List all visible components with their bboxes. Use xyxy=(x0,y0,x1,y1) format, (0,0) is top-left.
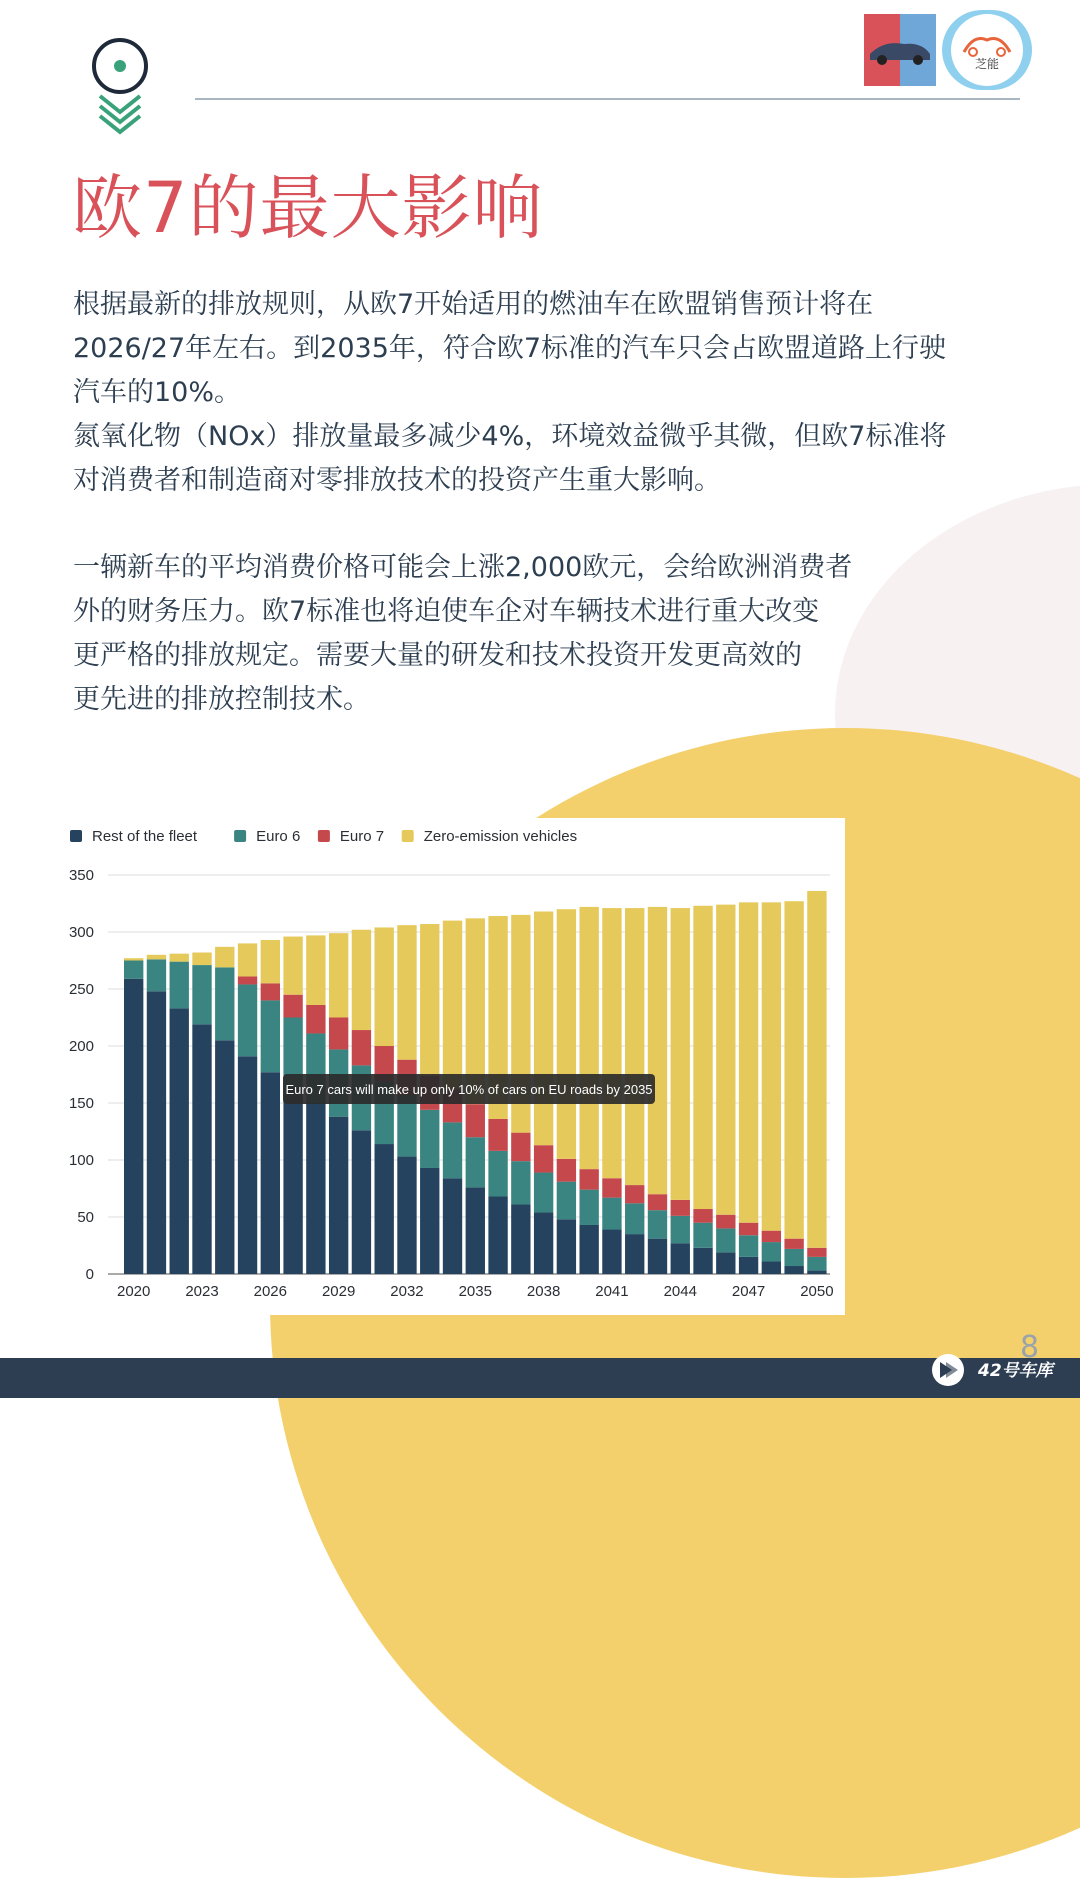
bar-segment xyxy=(648,907,667,1194)
body-paragraph-2 xyxy=(73,546,903,726)
legend-swatch xyxy=(318,830,330,842)
legend-swatch xyxy=(234,830,246,842)
bar-segment xyxy=(443,1122,462,1178)
legend-swatch xyxy=(70,830,82,842)
bar-segment xyxy=(261,1072,280,1274)
bar-segment xyxy=(716,905,735,1215)
bar-segment xyxy=(693,906,712,1209)
bar-segment xyxy=(807,1257,826,1271)
bar-segment xyxy=(397,1095,416,1157)
bar-segment xyxy=(443,1178,462,1274)
bar-segment xyxy=(261,1000,280,1072)
bar-segment xyxy=(215,1040,234,1274)
bar-segment xyxy=(807,1248,826,1257)
bar-segment xyxy=(534,911,553,1145)
bar-segment xyxy=(329,933,348,1017)
bar-segment xyxy=(579,1225,598,1274)
bar-segment xyxy=(557,1159,576,1182)
bar-segment xyxy=(648,1239,667,1274)
bar-segment xyxy=(625,908,644,1185)
bar-segment xyxy=(784,1239,803,1249)
bar-segment xyxy=(602,908,621,1178)
bar-segment xyxy=(557,1219,576,1274)
bar-segment xyxy=(784,901,803,1238)
x-tick-label: 2035 xyxy=(458,1283,492,1300)
page-title: 欧7的最大影响 xyxy=(72,167,544,249)
bar-segment xyxy=(192,953,211,966)
bar-segment xyxy=(420,1110,439,1168)
paragraph-line: 一辆新车的平均消费价格可能会上涨2,000欧元，会给欧洲消费者 xyxy=(73,552,853,583)
x-tick-label: 2038 xyxy=(526,1283,561,1300)
bar-segment xyxy=(762,1261,781,1274)
bar-segment xyxy=(534,1145,553,1172)
y-tick-label: 250 xyxy=(68,981,94,998)
y-tick-label: 100 xyxy=(68,1152,94,1169)
paragraph-line: 更先进的排放控制技术。 xyxy=(73,684,370,715)
bar-segment xyxy=(534,1173,553,1213)
bar-segment xyxy=(762,1231,781,1242)
bar-segment xyxy=(397,1157,416,1274)
bar-segment xyxy=(283,1087,302,1274)
bar-segment xyxy=(170,1008,189,1274)
bar-segment xyxy=(511,1204,530,1274)
bar-segment xyxy=(147,959,166,991)
header-divider xyxy=(195,98,1020,100)
bar-segment xyxy=(329,1117,348,1274)
bar-segment xyxy=(579,1190,598,1225)
bar-segment xyxy=(420,1168,439,1274)
bar-segment xyxy=(124,961,143,979)
y-tick-label: 0 xyxy=(85,1266,94,1283)
paragraph-line: 对消费者和制造商对零排放技术的投资产生重大影响。 xyxy=(73,465,721,496)
bar-segment xyxy=(238,976,257,984)
legend-swatch xyxy=(402,830,414,842)
bar-segment xyxy=(466,1187,485,1274)
bar-segment xyxy=(557,909,576,1159)
bar-segment xyxy=(170,962,189,1009)
legend-label: Rest of the fleet xyxy=(92,828,198,845)
footer-bar xyxy=(0,1358,1080,1398)
legend-label: Zero-emission vehicles xyxy=(423,828,578,845)
bar-segment xyxy=(192,965,211,1024)
bar-segment xyxy=(261,983,280,1000)
bar-segment xyxy=(261,940,280,983)
bar-segment xyxy=(192,1024,211,1274)
target-chevrons-icon xyxy=(88,36,152,140)
x-tick-label: 2026 xyxy=(253,1283,288,1300)
bar-segment xyxy=(716,1215,735,1229)
bar-segment xyxy=(693,1209,712,1223)
stacked-bar-chart xyxy=(58,818,845,1315)
bar-segment xyxy=(124,958,143,960)
logo-text: 芝能 xyxy=(974,57,1000,71)
bar-segment xyxy=(352,1130,371,1274)
brand-logos xyxy=(864,10,1034,90)
bar-segment xyxy=(671,1200,690,1216)
y-tick-label: 350 xyxy=(68,867,94,884)
x-tick-label: 2032 xyxy=(390,1283,424,1300)
x-tick-label: 2020 xyxy=(116,1283,151,1300)
bar-segment xyxy=(602,1198,621,1230)
annotation-text: Euro 7 cars will make up only 10% of cars on EU roads by 2035 xyxy=(285,1082,653,1097)
bar-segment xyxy=(306,1103,325,1274)
bar-segment xyxy=(443,921,462,1090)
bar-segment xyxy=(671,1243,690,1274)
footer-badge-text: 42号车库 xyxy=(978,1361,1053,1381)
y-tick-label: 50 xyxy=(77,1209,94,1226)
bar-segment xyxy=(488,1196,507,1274)
bar-segment xyxy=(671,908,690,1200)
bar-segment xyxy=(488,1119,507,1151)
bar-segment xyxy=(352,1030,371,1065)
bar-segment xyxy=(283,995,302,1018)
bar-segment xyxy=(170,954,189,962)
bar-segment xyxy=(579,1169,598,1190)
bar-segment xyxy=(625,1185,644,1203)
paragraph-line: 汽车的10%。 xyxy=(73,377,242,408)
bar-segment xyxy=(625,1203,644,1234)
bar-segment xyxy=(739,902,758,1222)
bar-segment xyxy=(306,1005,325,1033)
page-number: 8 xyxy=(1020,1330,1040,1365)
paragraph-line: 根据最新的排放规则，从欧7开始适用的燃油车在欧盟销售预计将在 xyxy=(73,289,874,320)
x-tick-label: 2044 xyxy=(663,1283,697,1300)
bar-segment xyxy=(488,1151,507,1197)
x-tick-label: 2029 xyxy=(321,1283,356,1300)
bar-segment xyxy=(625,1234,644,1274)
bar-segment xyxy=(557,1182,576,1220)
bar-segment xyxy=(739,1235,758,1257)
y-tick-label: 200 xyxy=(68,1038,94,1055)
legend-label: Euro 7 xyxy=(339,828,385,845)
bar-segment xyxy=(739,1223,758,1236)
bar-segment xyxy=(238,984,257,1056)
bar-segment xyxy=(124,979,143,1274)
bar-segment xyxy=(671,1216,690,1243)
bar-segment xyxy=(648,1210,667,1239)
bar-segment xyxy=(238,1056,257,1274)
bar-segment xyxy=(283,937,302,995)
bar-segment xyxy=(375,927,394,1046)
bar-segment xyxy=(147,955,166,960)
bar-segment xyxy=(784,1249,803,1266)
bar-segment xyxy=(807,891,826,1248)
bar-segment xyxy=(716,1228,735,1252)
bar-segment xyxy=(306,935,325,1005)
bar-segment xyxy=(693,1223,712,1248)
bar-segment xyxy=(238,943,257,976)
bar-segment xyxy=(397,925,416,1060)
bar-segment xyxy=(648,1194,667,1210)
bar-segment xyxy=(147,991,166,1274)
bar-segment xyxy=(511,1161,530,1204)
bar-segment xyxy=(693,1248,712,1274)
bar-segment xyxy=(602,1230,621,1274)
x-tick-label: 2047 xyxy=(731,1283,766,1300)
y-tick-label: 300 xyxy=(68,924,94,941)
bar-segment xyxy=(352,930,371,1030)
y-tick-label: 150 xyxy=(68,1095,94,1112)
bar-segment xyxy=(420,924,439,1076)
paragraph-line: 氮氧化物（NOx）排放量最多减少4%，环境效益微乎其微，但欧7标准将 xyxy=(73,421,947,452)
x-tick-label: 2023 xyxy=(185,1283,219,1300)
footer-badge xyxy=(930,1352,1075,1392)
bar-segment xyxy=(579,907,598,1169)
bar-segment xyxy=(807,1271,826,1274)
paragraph-line: 更严格的排放规定。需要大量的研发和技术投资开发更高效的 xyxy=(73,640,802,671)
chart-card xyxy=(58,818,845,1315)
x-tick-label: 2041 xyxy=(595,1283,629,1300)
paragraph-line: 外的财务压力。欧7标准也将迫使车企对车辆技术进行重大改变 xyxy=(73,596,820,627)
bar-segment xyxy=(762,1242,781,1261)
bar-segment xyxy=(534,1212,553,1274)
body-paragraph-1 xyxy=(73,283,1013,503)
bar-segment xyxy=(784,1266,803,1274)
bar-segment xyxy=(466,1137,485,1187)
bar-segment xyxy=(716,1252,735,1274)
bar-segment xyxy=(762,902,781,1230)
bar-segment xyxy=(375,1144,394,1274)
bar-segment xyxy=(215,967,234,1040)
bar-segment xyxy=(739,1257,758,1274)
x-tick-label: 2050 xyxy=(800,1283,834,1300)
paragraph-line: 2026/27年左右。到2035年，符合欧7标准的汽车只会占欧盟道路上行驶 xyxy=(73,333,947,364)
legend-label: Euro 6 xyxy=(256,828,301,845)
bar-segment xyxy=(466,1104,485,1137)
bar-segment xyxy=(329,1018,348,1050)
bar-segment xyxy=(215,947,234,968)
bar-segment xyxy=(602,1178,621,1197)
bar-segment xyxy=(511,1133,530,1162)
